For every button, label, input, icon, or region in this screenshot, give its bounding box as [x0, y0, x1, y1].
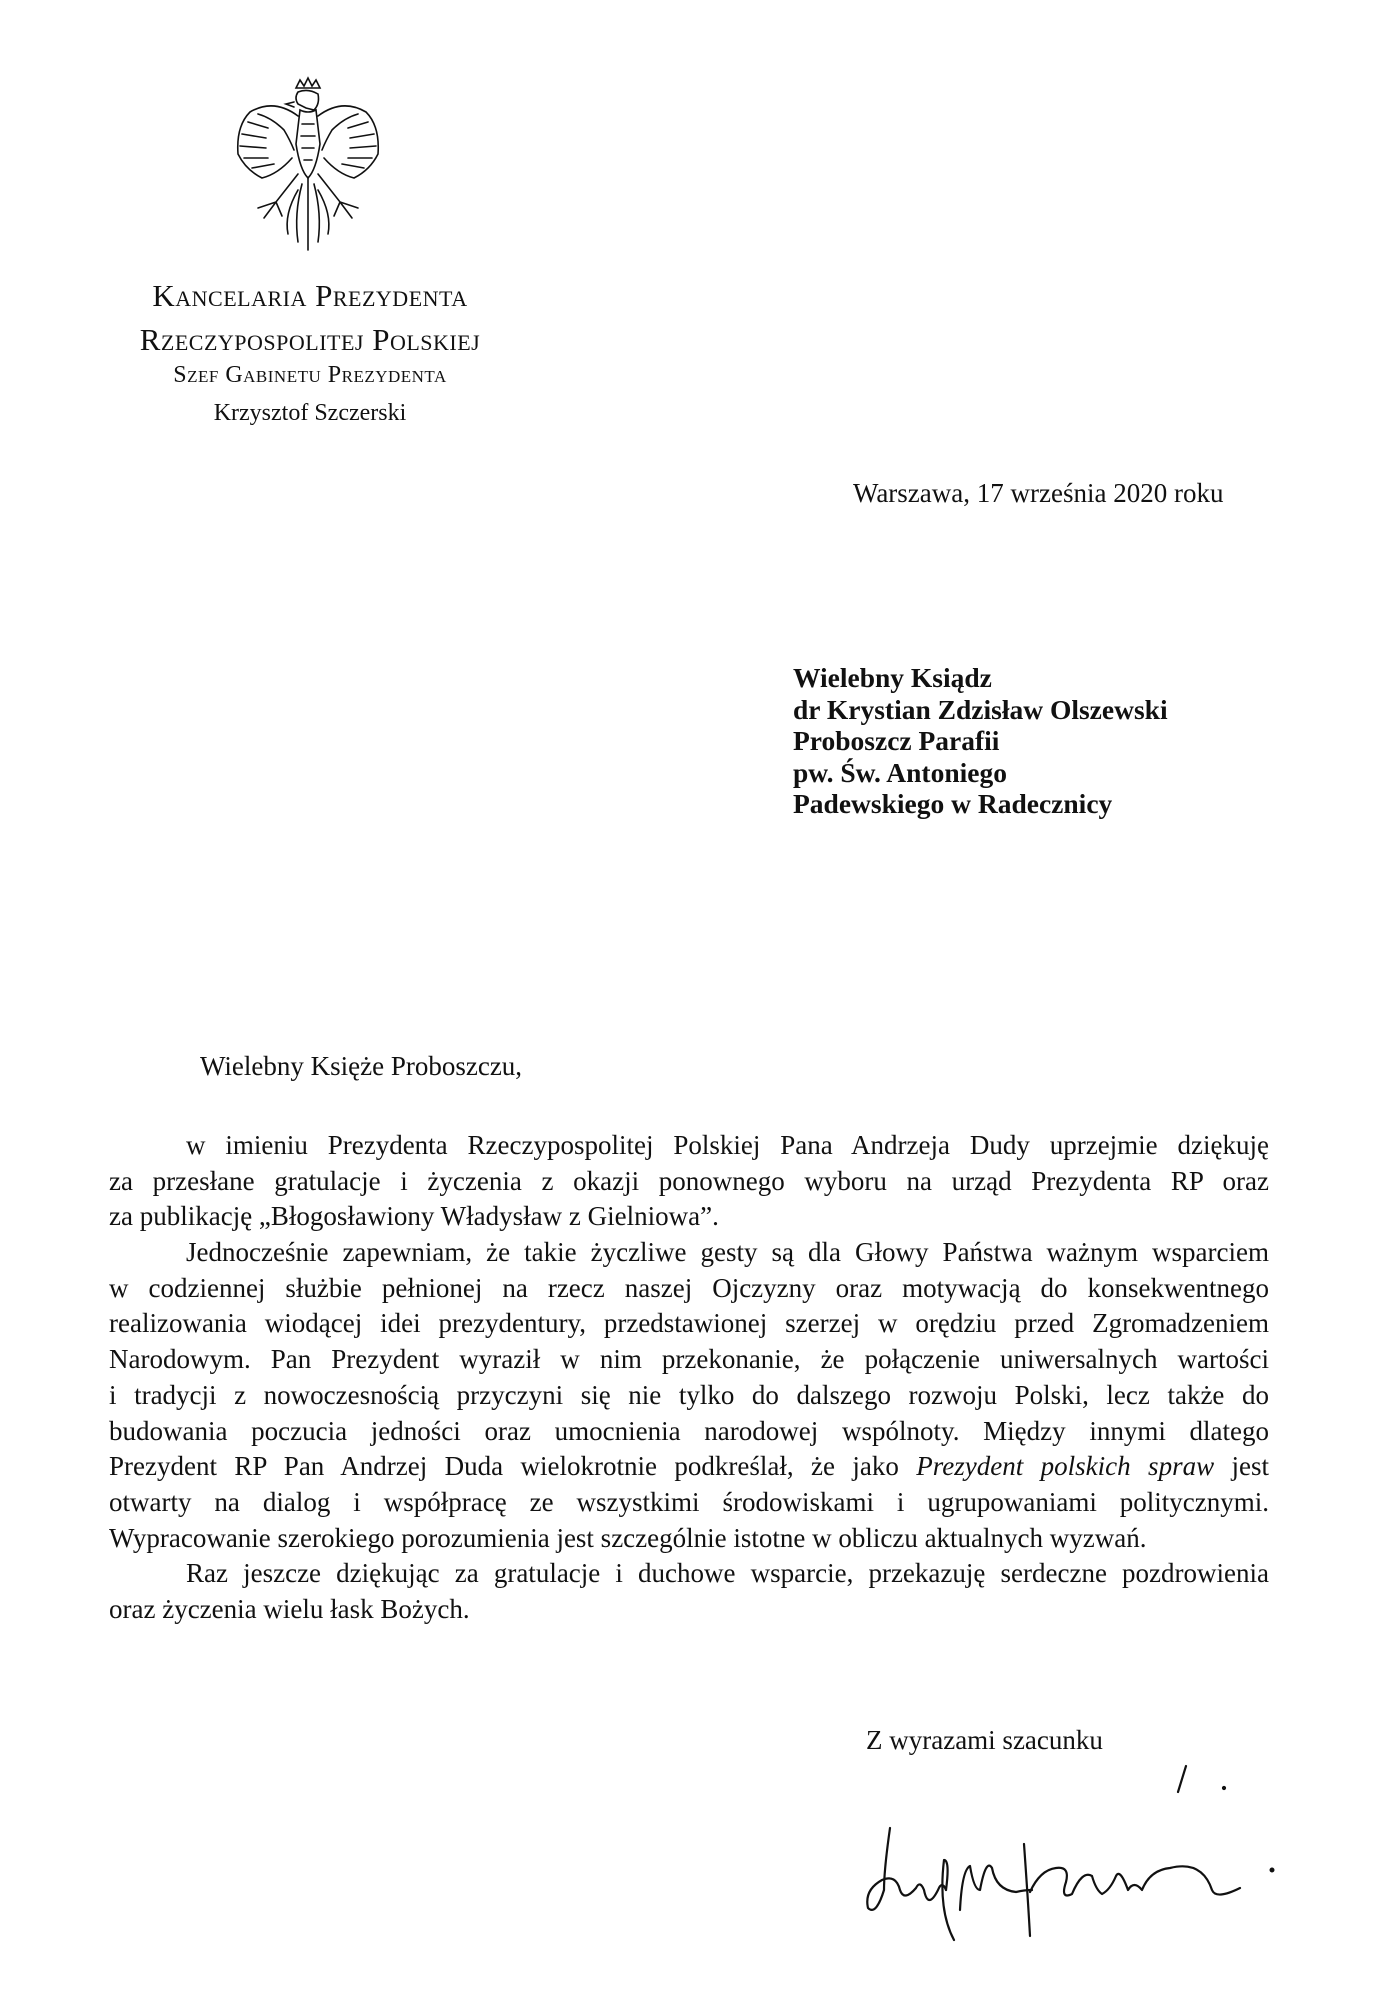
body-line: za przesłane gratulacje i życzenia z okazji ponownego wyboru na urząd Prezydenta RP oraz	[109, 1165, 1269, 1196]
addressee-line: Wielebny Ksiądz	[793, 662, 992, 693]
body-text: Prezydent RP Pan Andrzej Duda wielokrotnie podkreślał, że jako	[109, 1451, 899, 1482]
body-line: realizowania wiodącej idei prezydentury, przedstawionej szerzej w orędziu przed Zgromadzeniem	[109, 1308, 1269, 1339]
polish-eagle-emblem-icon	[228, 74, 390, 254]
addressee-line: Padewskiego w Radecznicy	[793, 788, 1113, 819]
body-line: Jednocześnie zapewniam, że takie życzliwe gesty są dla Głowy Państwa ważnym wsparciem	[186, 1237, 1269, 1268]
letterhead-position-title: Szef Gabinetu Prezydenta	[173, 362, 447, 388]
body-line: Narodowym. Pan Prezydent wyraził w nim przekonanie, że połączenie uniwersalnych wartości	[109, 1344, 1269, 1375]
addressee-line: dr Krystian Zdzisław Olszewski	[793, 693, 1168, 725]
letterhead-country-name: Rzeczypospolitej Polskiej	[139, 322, 481, 357]
body-line-with-italic	[109, 1449, 1269, 1485]
closing-phrase: Z wyrazami szacunku	[866, 1725, 1103, 1755]
body-line: za publikację „Błogosławiony Władysław z Gielniowa”.	[109, 1201, 719, 1232]
addressee-line: pw. Św. Antoniego	[793, 756, 1007, 788]
body-line: w imieniu Prezydenta Rzeczypospolitej Polskiej Pana Andrzeja Dudy uprzejmie dziękuję	[186, 1130, 1269, 1160]
body-text: jest	[1231, 1451, 1270, 1482]
date-line: Warszawa, 17 września 2020 roku	[853, 478, 1224, 508]
handwritten-signature-icon	[820, 1740, 1300, 1950]
body-line: budowania poczucia jedności oraz umocnienia narodowej wspólnoty. Między innymi dlatego	[109, 1415, 1269, 1446]
italic-phrase: Prezydent polskich spraw	[916, 1451, 1215, 1482]
body-line: Wypracowanie szerokiego porozumienia jest szczególnie istotne w obliczu aktualnych wyzwań.	[109, 1522, 1147, 1553]
body-line: otwarty na dialog i współpracę ze wszystkimi środowiskami i ugrupowaniami politycznymi.	[109, 1486, 1269, 1517]
body-line: Raz jeszcze dziękując za gratulacje i duchowe wsparcie, przekazuję serdeczne pozdrowienia	[186, 1558, 1269, 1589]
addressee-block	[793, 662, 1168, 820]
body-line: w codziennej służbie pełnionej na rzecz naszej Ojczyzny oraz motywacją do konsekwentnego	[109, 1272, 1269, 1303]
letter-body	[109, 1128, 1269, 1628]
letterhead-sender-name: Krzysztof Szczerski	[213, 400, 407, 426]
salutation: Wielebny Księże Proboszczu,	[200, 1051, 523, 1081]
addressee-line: Proboszcz Parafii	[793, 725, 1000, 756]
letterhead-office-name: Kancelaria Prezydenta	[152, 278, 468, 313]
body-line: oraz życzenia wielu łask Bożych.	[109, 1593, 470, 1624]
body-line: i tradycji z nowoczesnością przyczyni się nie tylko do dalszego rozwoju Polski, lecz także do	[109, 1379, 1269, 1410]
